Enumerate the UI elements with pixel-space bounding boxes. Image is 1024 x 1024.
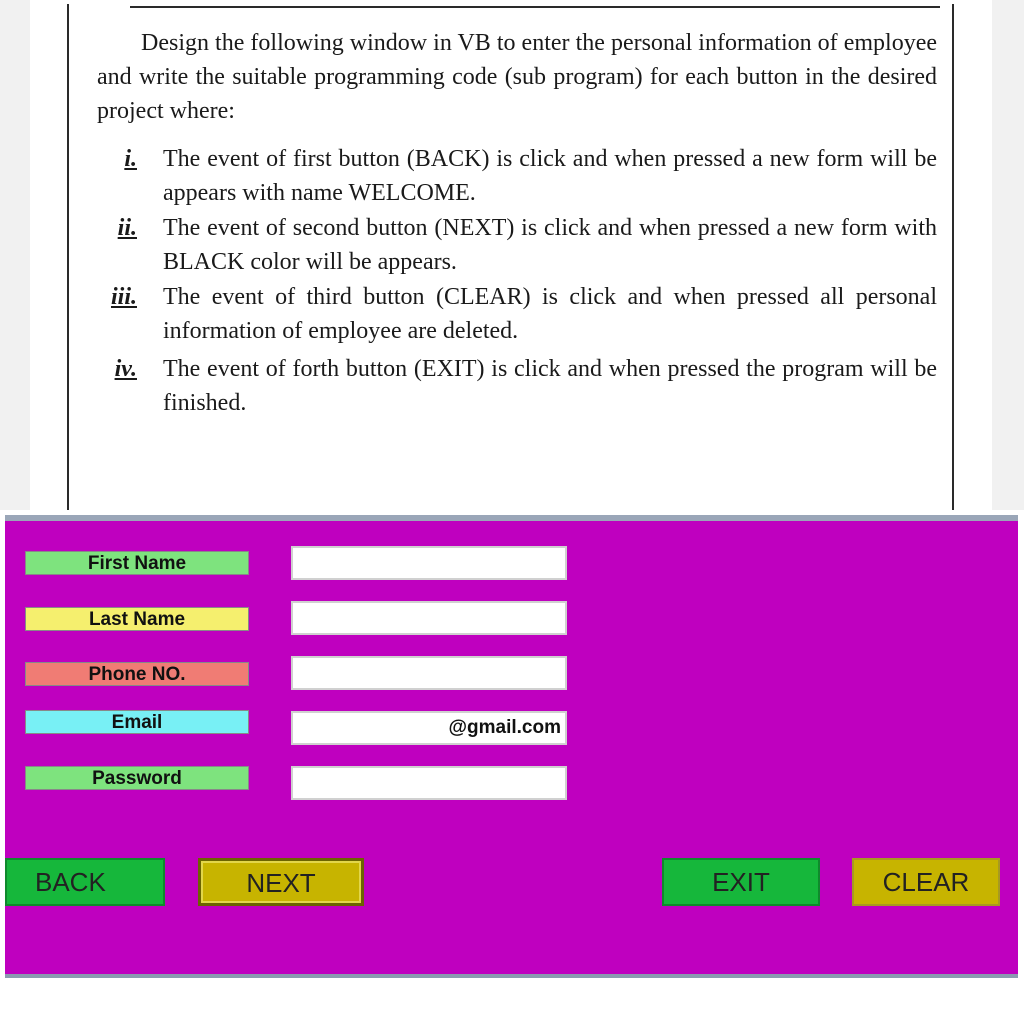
employee-form-window [5, 515, 1018, 978]
list-numeral: iv. [114, 356, 137, 382]
last-name-input[interactable] [291, 601, 567, 635]
list-numeral: ii. [117, 215, 137, 241]
list-numeral: i. [124, 146, 137, 172]
document-left-rule [67, 4, 69, 510]
list-item-text: The event of third button (CLEAR) is click and when pressed all personal information of employee are deleted. [163, 284, 937, 344]
list-numeral: iii. [110, 284, 137, 310]
next-button[interactable]: NEXT [198, 858, 364, 906]
password-label: Password [25, 766, 249, 790]
back-button[interactable]: BACK [5, 858, 165, 906]
first-name-input[interactable] [291, 546, 567, 580]
document-top-rule [130, 6, 940, 8]
list-item-text: The event of first button (BACK) is click and when pressed a new form will be appears with name WELCOME. [163, 146, 937, 206]
list-item-text: The event of forth button (EXIT) is click and when pressed the program will be finished. [163, 356, 937, 416]
clear-button[interactable]: CLEAR [852, 858, 1000, 906]
phone-input[interactable] [291, 656, 567, 690]
first-name-label: First Name [25, 551, 249, 575]
email-input[interactable] [291, 711, 567, 745]
exit-button[interactable]: EXIT [662, 858, 820, 906]
assignment-intro: Design the following window in VB to enter the personal information of employee and write the suitable programming code (sub program) for each button in the desired project where: [97, 30, 937, 124]
last-name-label: Last Name [25, 607, 249, 631]
password-input[interactable] [291, 766, 567, 800]
phone-label: Phone NO. [25, 662, 249, 686]
document-right-rule [952, 4, 954, 510]
list-item-text: The event of second button (NEXT) is click and when pressed a new form with BLACK color will be appears. [163, 215, 937, 275]
email-label: Email [25, 710, 249, 734]
